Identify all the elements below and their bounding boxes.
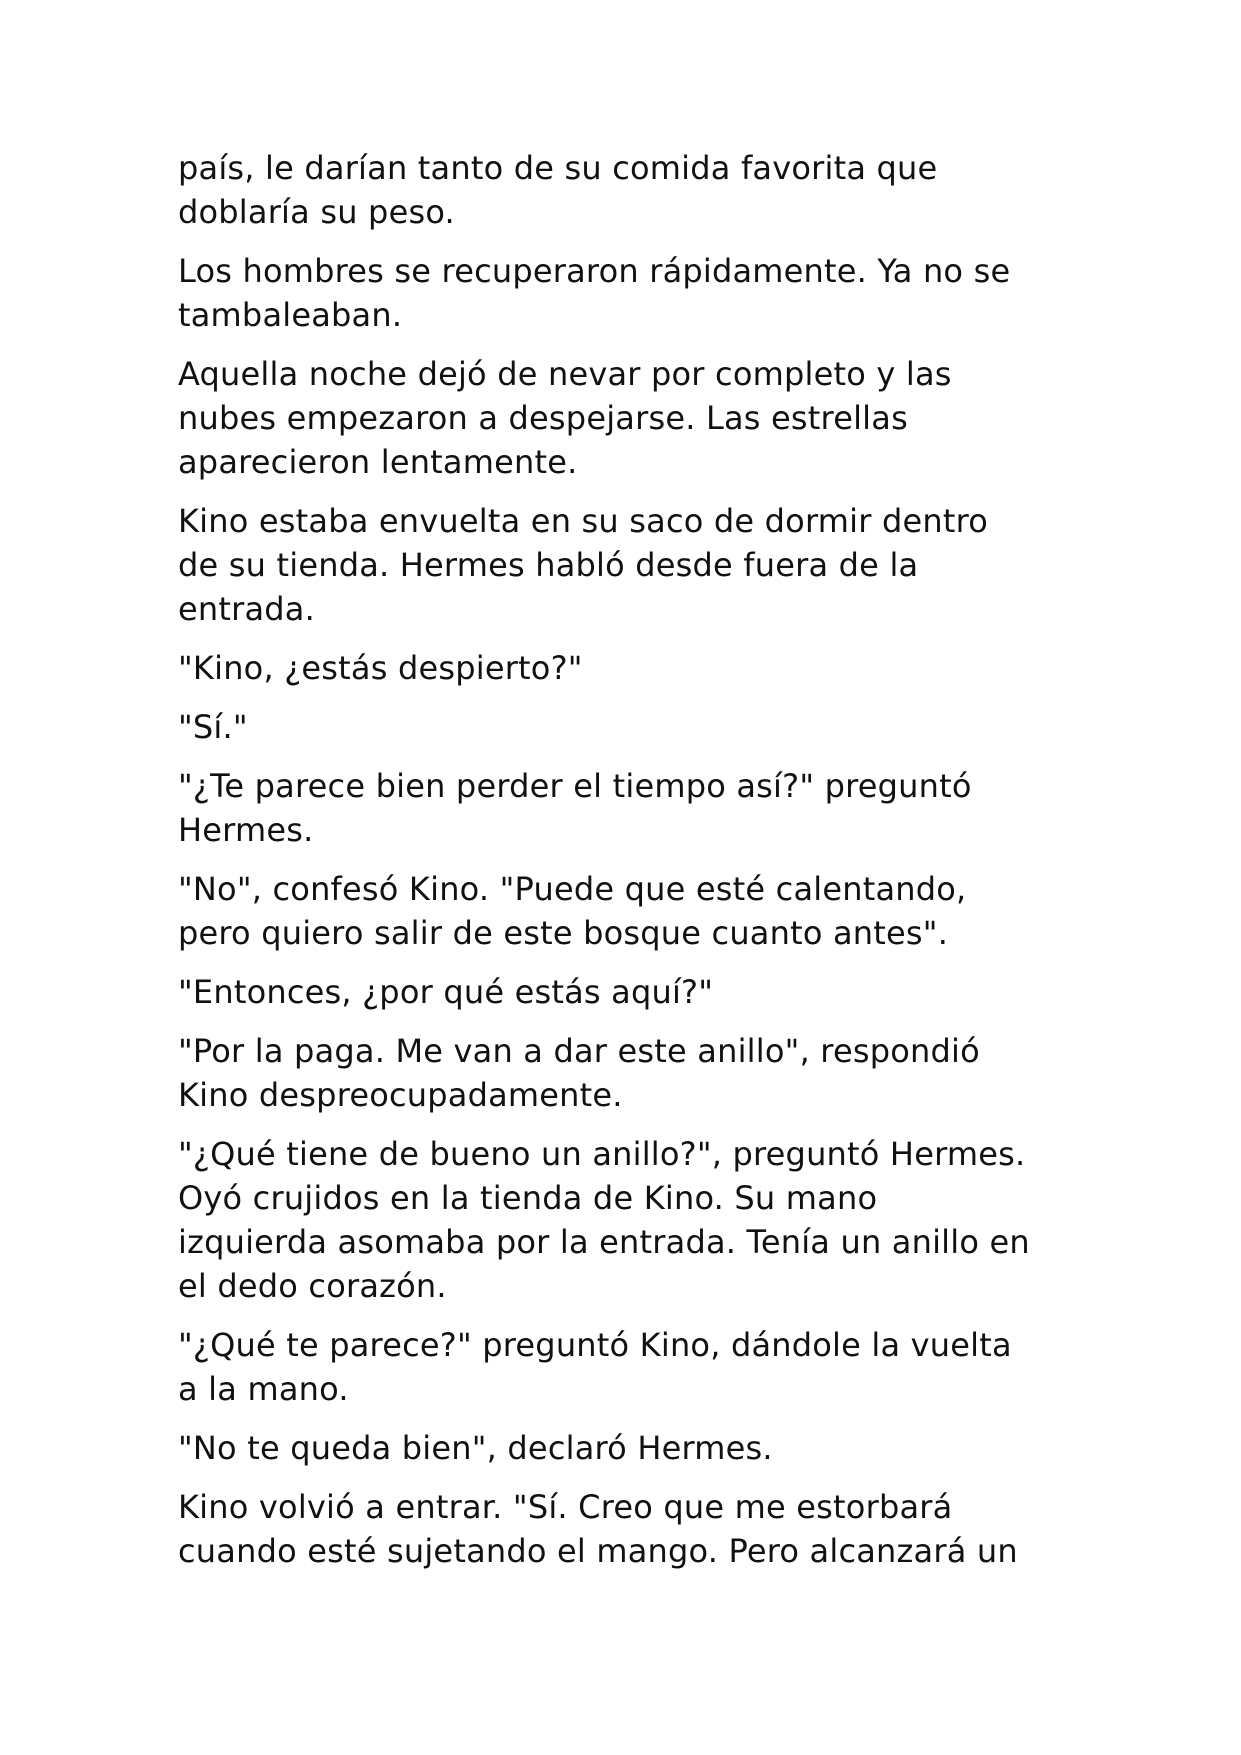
paragraph	[178, 1485, 1078, 1573]
text-line: nubes empezaron a despejarse. Las estrellas	[178, 399, 908, 437]
text-line: Oyó crujidos en la tienda de Kino. Su mano	[178, 1179, 878, 1217]
paragraph	[178, 705, 1078, 749]
text-line: Kino despreocupadamente.	[178, 1076, 623, 1114]
text-line: Kino estaba envuelta en su saco de dormir dentro	[178, 502, 989, 540]
paragraph	[178, 970, 1078, 1014]
text-line: Hermes.	[178, 811, 314, 849]
paragraph	[178, 249, 1078, 337]
paragraph	[178, 1323, 1078, 1411]
text-line: cuando esté sujetando el mango. Pero alcanzará un	[178, 1532, 1018, 1570]
paragraph	[178, 1029, 1078, 1117]
text-line: izquierda asomaba por la entrada. Tenía un anillo en	[178, 1223, 1030, 1261]
text-line: "¿Te parece bien perder el tiempo así?" preguntó	[178, 767, 972, 805]
text-line: tambaleaban.	[178, 296, 403, 334]
paragraph	[178, 352, 1078, 484]
text-line: Aquella noche dejó de nevar por completo y las	[178, 355, 952, 393]
text-line: Kino volvió a entrar. "Sí. Creo que me estorbará	[178, 1488, 953, 1526]
paragraph	[178, 646, 1078, 690]
text-line: pero quiero salir de este bosque cuanto antes".	[178, 914, 949, 952]
text-line: "¿Qué tiene de bueno un anillo?", preguntó Hermes.	[178, 1135, 1026, 1173]
paragraph	[178, 146, 1078, 234]
paragraph	[178, 764, 1078, 852]
text-line: aparecieron lentamente.	[178, 443, 578, 481]
text-line: "Sí."	[178, 708, 248, 746]
body-text	[178, 146, 1078, 1588]
paragraph	[178, 867, 1078, 955]
text-line: el dedo corazón.	[178, 1267, 447, 1305]
text-line: "¿Qué te parece?" preguntó Kino, dándole la vuelta	[178, 1326, 1012, 1364]
text-line: país, le darían tanto de su comida favorita que	[178, 149, 938, 187]
text-line: "No te queda bien", declaró Hermes.	[178, 1429, 773, 1467]
text-line: "Por la paga. Me van a dar este anillo", respondió	[178, 1032, 980, 1070]
text-line: a la mano.	[178, 1370, 349, 1408]
paragraph	[178, 1426, 1078, 1470]
text-line: de su tienda. Hermes habló desde fuera de la	[178, 546, 919, 584]
text-line: "Entonces, ¿por qué estás aquí?"	[178, 973, 714, 1011]
paragraph	[178, 499, 1078, 631]
text-line: "Kino, ¿estás despierto?"	[178, 649, 583, 687]
paragraph	[178, 1132, 1078, 1308]
text-line: "No", confesó Kino. "Puede que esté calentando,	[178, 870, 967, 908]
text-line: doblaría su peso.	[178, 193, 455, 231]
text-line: entrada.	[178, 590, 315, 628]
text-line: Los hombres se recuperaron rápidamente. Ya no se	[178, 252, 1011, 290]
